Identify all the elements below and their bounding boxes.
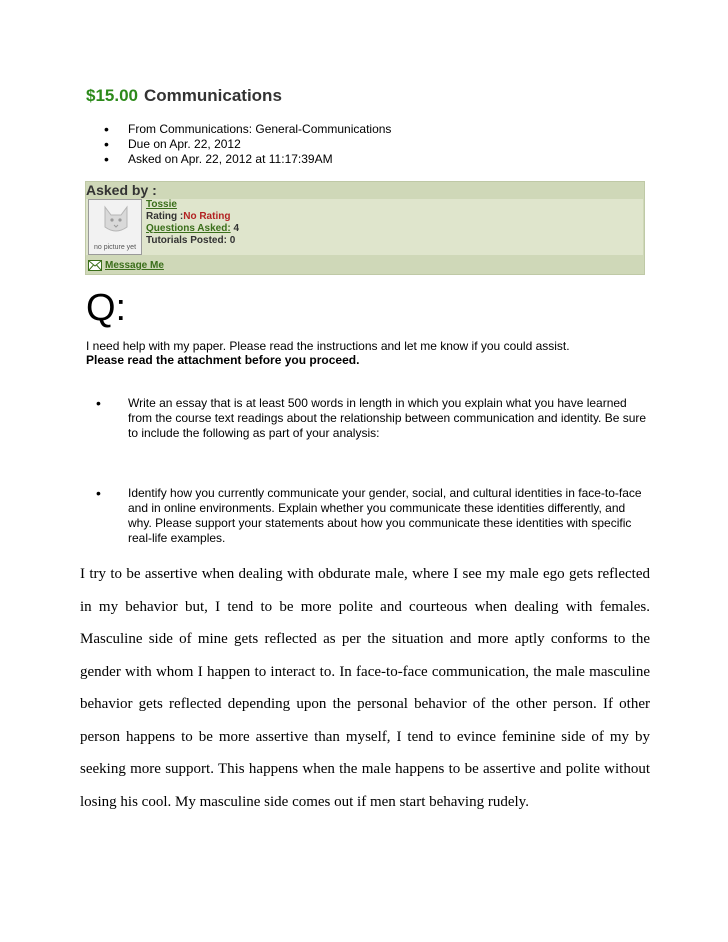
essay-answer: I try to be assertive when dealing with obdurate male, where I see my male ego gets reflected in my behavior but, I tend to be more polite and courteous when dealing with females. Masculine side of mine gets reflected as per the situation and more aptly conforms to the gender with whom I happen to interact to. In face-to-face communication, the male masculine behavior gets reflected depending upon the personal behavior of the other person. If other person happens to be more assertive than myself, I tend to evince feminine side of my by seeking more support. This happens when the male happens to be assertive and polite without losing his cool. My masculine side comes out if men start behaving rudely.: [80, 566, 650, 810]
questions-asked-value: 4: [233, 223, 239, 234]
avatar[interactable]: [88, 199, 142, 255]
asker-name-link[interactable]: Tossie: [146, 199, 177, 210]
question-intro: [86, 339, 570, 367]
envelope-icon: [88, 260, 102, 271]
question-meta-list: [86, 122, 391, 167]
subject: Communications: [144, 86, 282, 105]
tutorials-posted-value: 0: [229, 235, 236, 246]
price: $15.00: [86, 86, 138, 105]
instruction-item: • Write an essay that is at least 500 words in length in which you explain what you have learned from the course text readings about the relationship between communication and identity. Be sure to include the following as part of your analysis:: [86, 396, 648, 441]
rating-label: Rating :: [146, 211, 184, 222]
avatar-caption: no picture yet: [93, 244, 137, 251]
message-me-label: Message Me: [105, 260, 164, 271]
cat-placeholder-icon: [102, 205, 130, 237]
meta-category: • From Communications: General-Communications: [86, 122, 391, 137]
instruction-item: • Identify how you currently communicate your gender, social, and cultural identities in face-to-face and in online environments. Explain whether you communicate these identities differently, and why. Please support your statements about how you communicate these identities with specific real-life examples.: [86, 486, 648, 546]
questions-asked-link[interactable]: Questions Asked:: [146, 223, 231, 234]
meta-asked-date: • Asked on Apr. 22, 2012 at 11:17:39AM: [86, 152, 391, 167]
rating-value: No Rating: [183, 211, 231, 222]
asker-info: [146, 199, 239, 247]
asked-by-heading: Asked by :: [86, 182, 157, 198]
tutorials-posted-label: Tutorials Posted:: [146, 235, 227, 246]
question-label: Q:: [86, 287, 127, 329]
instruction-list-2: [86, 486, 648, 546]
question-title: [86, 86, 282, 106]
message-me-link[interactable]: [88, 260, 164, 271]
instruction-list-1: [86, 396, 648, 441]
intro-text: I need help with my paper. Please read the instructions and let me know if you could assist.: [86, 339, 570, 353]
meta-due-date: • Due on Apr. 22, 2012: [86, 137, 391, 152]
intro-bold-text: Please read the attachment before you proceed.: [86, 353, 360, 367]
